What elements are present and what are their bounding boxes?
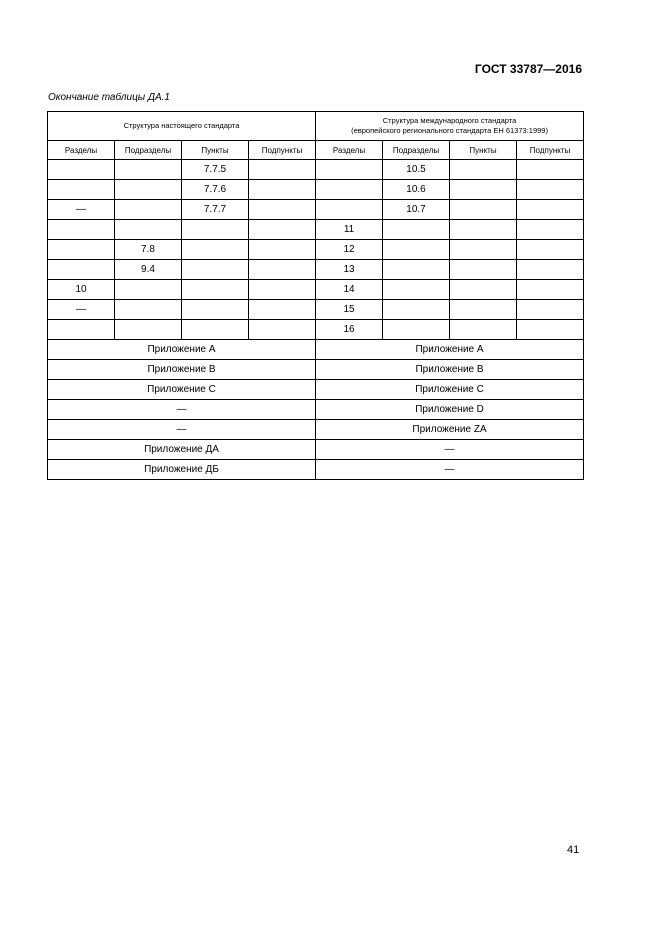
table-cell — [450, 260, 517, 280]
table-cell: 12 — [316, 240, 383, 260]
table-cell: 16 — [316, 320, 383, 340]
table-cell — [249, 260, 316, 280]
appendix-row — [48, 420, 584, 440]
table-cell — [383, 260, 450, 280]
appendix-national: — — [48, 400, 316, 420]
table-caption: Окончание таблицы ДА.1 — [48, 92, 170, 103]
table-cell — [115, 180, 182, 200]
table-cell — [182, 320, 249, 340]
table-cell — [316, 180, 383, 200]
column-header: Подпункты — [517, 141, 584, 160]
table-cell: 7.8 — [115, 240, 182, 260]
appendix-international: Приложение ZA — [316, 420, 584, 440]
table-cell — [182, 300, 249, 320]
table-cell: 15 — [316, 300, 383, 320]
table-cell: 10.6 — [383, 180, 450, 200]
table-row — [48, 260, 584, 280]
table-cell — [182, 220, 249, 240]
table-cell — [517, 320, 584, 340]
table-row — [48, 160, 584, 180]
table-cell: 10 — [48, 280, 115, 300]
table-cell: — — [48, 200, 115, 220]
table-cell — [249, 160, 316, 180]
table-row — [48, 180, 584, 200]
table-cell: 10.7 — [383, 200, 450, 220]
table-row — [48, 200, 584, 220]
column-header: Пункты — [182, 141, 249, 160]
table-cell — [48, 260, 115, 280]
appendix-national: Приложение В — [48, 360, 316, 380]
table-cell — [517, 300, 584, 320]
comparison-table — [47, 111, 584, 480]
table-cell — [450, 220, 517, 240]
appendix-row — [48, 340, 584, 360]
appendix-international: — — [316, 460, 584, 480]
table-cell — [48, 180, 115, 200]
column-header: Подразделы — [115, 141, 182, 160]
appendix-national: Приложение А — [48, 340, 316, 360]
table-cell — [383, 220, 450, 240]
table-cell — [48, 320, 115, 340]
table-cell — [450, 160, 517, 180]
table-cell — [316, 200, 383, 220]
table-cell — [517, 200, 584, 220]
table-cell — [517, 280, 584, 300]
table-cell — [517, 160, 584, 180]
table-cell — [517, 260, 584, 280]
table-cell — [249, 200, 316, 220]
appendix-row — [48, 440, 584, 460]
column-header: Подпункты — [249, 141, 316, 160]
table-cell — [249, 280, 316, 300]
table-cell: 10.5 — [383, 160, 450, 180]
column-header: Подразделы — [383, 141, 450, 160]
table-cell — [517, 240, 584, 260]
appendix-row — [48, 400, 584, 420]
page-number: 41 — [567, 844, 580, 856]
table-row — [48, 300, 584, 320]
appendix-national: Приложение ДА — [48, 440, 316, 460]
table-row — [48, 220, 584, 240]
table-cell — [182, 240, 249, 260]
table-cell — [517, 180, 584, 200]
table-row — [48, 320, 584, 340]
table-cell — [249, 240, 316, 260]
table-cell — [182, 280, 249, 300]
table-cell — [316, 160, 383, 180]
table-cell — [115, 320, 182, 340]
column-header: Пункты — [450, 141, 517, 160]
table-cell — [48, 160, 115, 180]
table-cell — [115, 220, 182, 240]
table-cell — [517, 220, 584, 240]
appendix-national: Приложение ДБ — [48, 460, 316, 480]
column-header: Разделы — [48, 141, 115, 160]
table-cell — [115, 280, 182, 300]
appendix-row — [48, 460, 584, 480]
table-cell — [450, 320, 517, 340]
table-cell — [383, 320, 450, 340]
table-cell — [383, 300, 450, 320]
table-cell — [450, 280, 517, 300]
appendix-international: Приложение С — [316, 380, 584, 400]
appendix-international: Приложение D — [316, 400, 584, 420]
table-cell — [249, 320, 316, 340]
document-number: ГОСТ 33787—2016 — [474, 62, 582, 76]
table-cell — [383, 280, 450, 300]
table-cell — [249, 180, 316, 200]
table-row — [48, 240, 584, 260]
table-cell — [450, 180, 517, 200]
appendix-international: Приложение А — [316, 340, 584, 360]
table-cell — [115, 300, 182, 320]
table-cell: 7.7.7 — [182, 200, 249, 220]
appendix-national: — — [48, 420, 316, 440]
table-cell — [182, 260, 249, 280]
appendix-international: — — [316, 440, 584, 460]
table-cell: 7.7.5 — [182, 160, 249, 180]
table-cell: 14 — [316, 280, 383, 300]
table-row — [48, 280, 584, 300]
table-cell: — — [48, 300, 115, 320]
table-cell — [48, 240, 115, 260]
table-cell — [450, 300, 517, 320]
appendix-international: Приложение В — [316, 360, 584, 380]
table-cell — [249, 300, 316, 320]
table-cell — [115, 160, 182, 180]
table-cell: 11 — [316, 220, 383, 240]
table-cell — [48, 220, 115, 240]
group-header-national: Структура настоящего стандарта — [48, 112, 316, 141]
table-cell — [383, 240, 450, 260]
table-cell — [249, 220, 316, 240]
group-header-international: Структура международного стандарта (европейского регионального стандарта ЕН 61373:1999) — [316, 112, 584, 141]
table-cell — [450, 200, 517, 220]
table-cell: 13 — [316, 260, 383, 280]
table-cell — [450, 240, 517, 260]
column-header: Разделы — [316, 141, 383, 160]
table-cell — [115, 200, 182, 220]
table-cell: 9.4 — [115, 260, 182, 280]
appendix-row — [48, 360, 584, 380]
table-cell: 7.7.6 — [182, 180, 249, 200]
appendix-national: Приложение С — [48, 380, 316, 400]
appendix-row — [48, 380, 584, 400]
